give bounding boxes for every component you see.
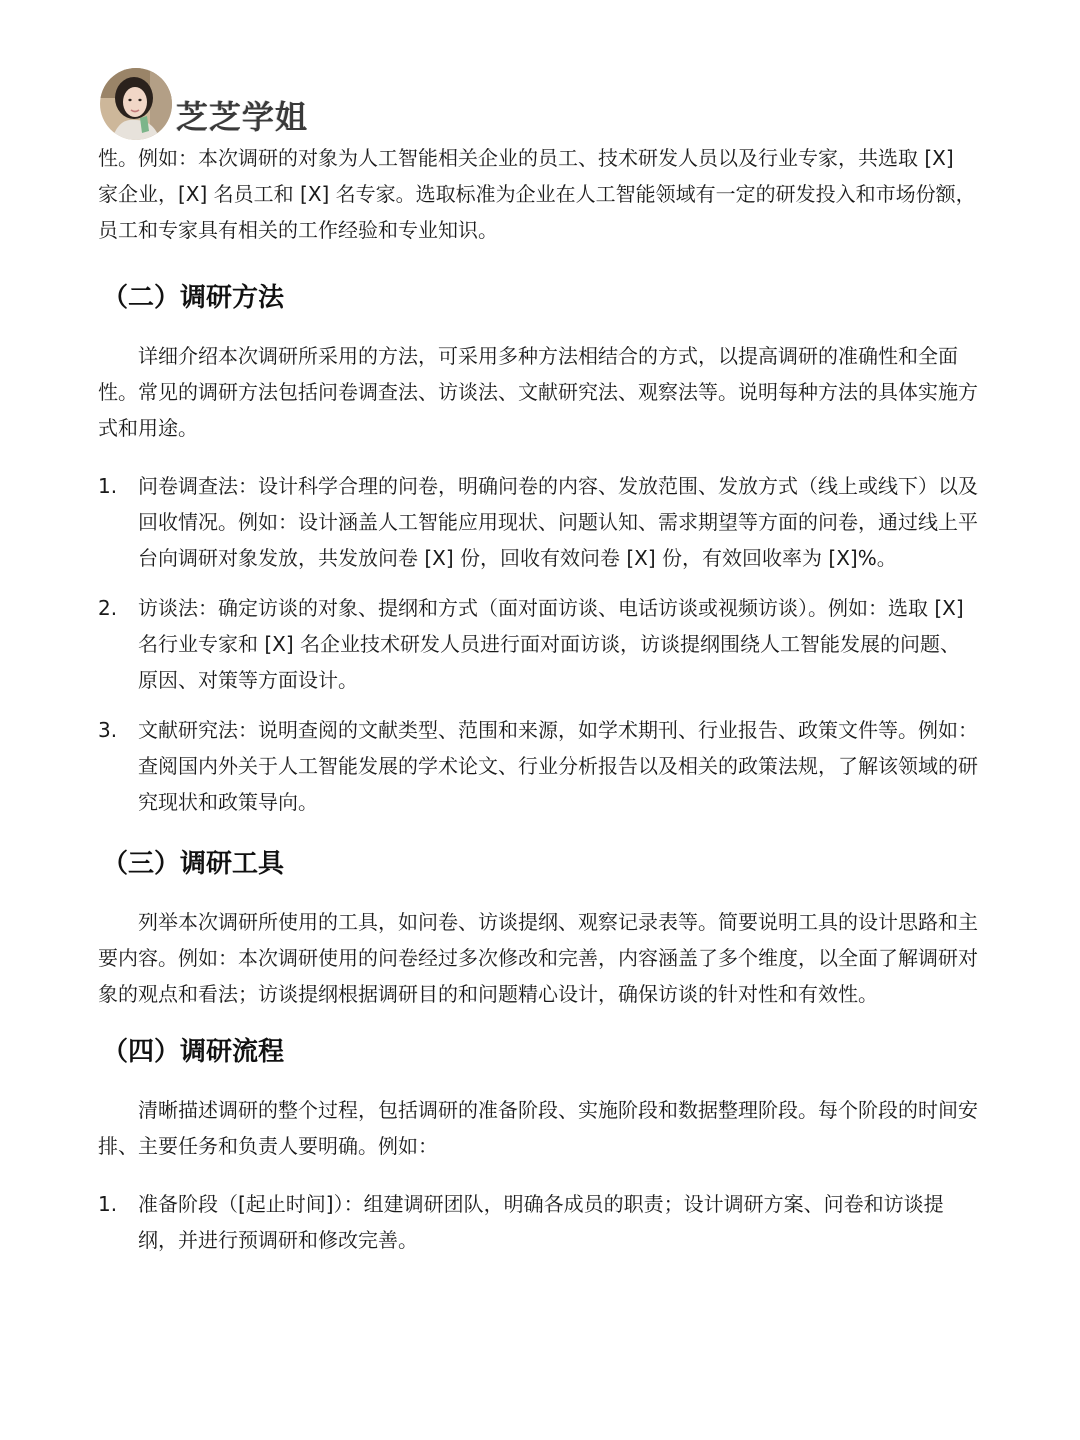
list-item-text: 访谈法：确定访谈的对象、提纲和方式（面对面访谈、电话访谈或视频访谈）。例如：选取 [X] 名行业专家和 [X] 名企业技术研发人员进行面对面访谈，访谈提纲围绕人工智能发展的问题、原因、对策等方面设计。 [138,596,964,692]
section-heading-methods: （二）调研方法 [102,283,285,313]
list-item-number: 2. [98,596,118,620]
process-list [98,1186,978,1258]
intro-paragraph: 性。例如：本次调研的对象为人工智能相关企业的员工、技术研发人员以及行业专家，共选取 [X] 家企业，[X] 名员工和 [X] 名专家。选取标准为企业在人工智能领域有一定的研发投入和市场份额，员工和专家具有相关的工作经验和专业知识。 [98,146,976,242]
avatar-photo-icon [100,68,172,140]
section-heading-tools: （三）调研工具 [102,849,285,879]
document-body [98,140,978,1284]
author-header [100,68,308,140]
list-item-text: 准备阶段（[起止时间]）：组建调研团队，明确各成员的职责；设计调研方案、问卷和访谈提纲，并进行预调研和修改完善。 [138,1192,944,1252]
list-item-text: 问卷调查法：设计科学合理的问卷，明确问卷的内容、发放范围、发放方式（线上或线下）以及回收情况。例如：设计涵盖人工智能应用现状、问题认知、需求期望等方面的问卷，通过线上平台向调研对象发放，共发放问卷 [X] 份，回收有效问卷 [X] 份，有效回收率为 [X]%。 [138,474,978,570]
author-name: 芝芝学姐 [176,98,309,136]
section-heading-process: （四）调研流程 [102,1037,285,1067]
list-item-text: 文献研究法：说明查阅的文献类型、范围和来源，如学术期刊、行业报告、政策文件等。例如：查阅国内外关于人工智能发展的学术论文、行业分析报告以及相关的政策法规，了解该领域的研究现状和政策导向。 [138,718,978,814]
section-paragraph-tools: 列举本次调研所使用的工具，如问卷、访谈提纲、观察记录表等。简要说明工具的设计思路和主要内容。例如：本次调研使用的问卷经过多次修改和完善，内容涵盖了多个维度，以全面了解调研对象的观点和看法；访谈提纲根据调研目的和问题精心设计，确保访谈的针对性和有效性。 [98,910,978,1006]
list-item [98,712,978,820]
list-item-number: 3. [98,718,118,742]
list-item [98,1186,978,1258]
avatar [100,68,172,140]
list-item-number: 1. [98,1192,118,1216]
list-item [98,590,978,698]
section-paragraph-process: 清晰描述调研的整个过程，包括调研的准备阶段、实施阶段和数据整理阶段。每个阶段的时间安排、主要任务和负责人要明确。例如： [98,1098,978,1158]
methods-list [98,468,978,820]
list-item-number: 1. [98,474,118,498]
section-paragraph-methods: 详细介绍本次调研所采用的方法，可采用多种方法相结合的方式，以提高调研的准确性和全面性。常见的调研方法包括问卷调查法、访谈法、文献研究法、观察法等。说明每种方法的具体实施方式和用途。 [98,344,978,440]
list-item [98,468,978,576]
